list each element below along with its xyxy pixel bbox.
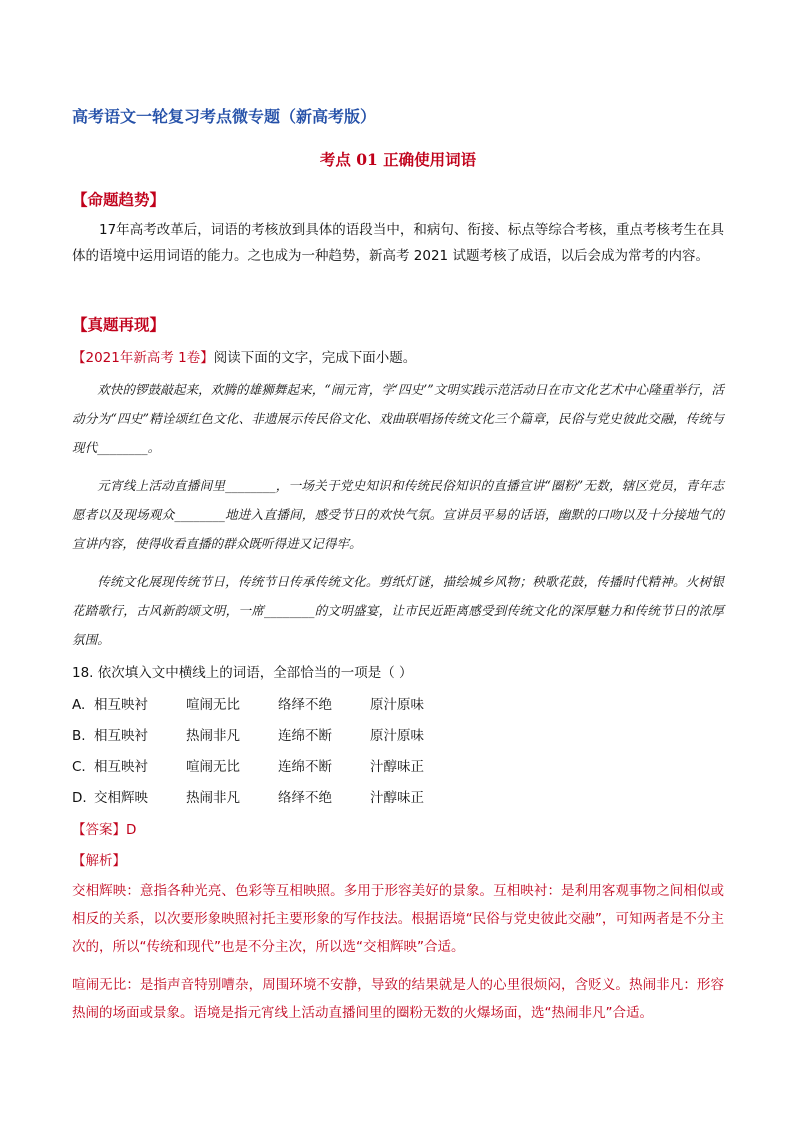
option-word: 原汁原味 <box>370 728 424 744</box>
trend-text: 17年高考改革后，词语的考核放到具体的语段当中，和病句、衔接、标点等综合考核，重点考核考生在具体的语境中运用词语的能力。之也成为一种趋势，新高考 2021 试题考核了成语，以后会成为常考的内容。 <box>72 222 724 264</box>
exam-instruction: 阅读下面的文字，完成下面小题。 <box>213 350 417 366</box>
option-b <box>72 724 450 744</box>
passage-paragraph-2: 元宵线上活动直播间里________，一场关于党史知识和传统民俗知识的直播宣讲“圈粉”无数，辖区党员，青年志愿者以及现场观众________地进入直播间，感受节日的欢快气氛。宣讲员平易的话语，幽默的口吻以及十分接地气的宣讲内容，使得收看直播的群众既听得进又记得牢。 <box>72 478 724 551</box>
option-word: 相互映衬 <box>94 759 148 775</box>
option-word: 喧闹无比 <box>186 697 240 713</box>
exam-intro <box>72 345 724 371</box>
answer-label: 【答案】 <box>72 822 126 838</box>
analysis-paragraph-2: 喧闹无比：是指声音特别嘈杂，周围环境不安静，导致的结果就是人的心里很烦闷，含贬义。热闹非凡：形容热闹的场面或景象。语境是指元宵线上活动直播间里的圈粉无数的火爆场面，选“热闹非凡”合适。 <box>72 977 724 1021</box>
option-d <box>72 786 450 806</box>
answer-line <box>72 818 136 838</box>
option-letter: C. <box>72 759 86 775</box>
option-word: 连绵不断 <box>278 759 332 775</box>
answer-value: D <box>126 822 137 838</box>
analysis-label: 【解析】 <box>72 853 126 869</box>
option-c <box>72 755 450 775</box>
option-word: 相互映衬 <box>94 728 148 744</box>
option-word: 交相辉映 <box>94 790 148 806</box>
option-a <box>72 693 450 713</box>
series-title: 高考语文一轮复习考点微专题（新高考版） <box>72 107 377 126</box>
option-letter: A. <box>72 697 86 713</box>
exam-source: 【2021年新高考 1卷】 <box>72 350 214 366</box>
option-word: 相互映衬 <box>94 697 148 713</box>
option-word: 喧闹无比 <box>186 759 240 775</box>
option-word: 热闹非凡 <box>186 728 240 744</box>
question-text: 18. 依次填入文中横线上的词语，全部恰当的一项是（ ） <box>72 665 413 681</box>
option-letter: D. <box>72 790 87 806</box>
analysis-paragraph-1: 交相辉映：意指各种光亮、色彩等互相映照。多用于形容美好的景象。互相映衬：是利用客观事物之间相似或相反的关系，以次要形象映照衬托主要形象的写作技法。根据语境“民俗与党史彼此交融”，可知两者是不分主次的，所以“传统和现代”也是不分主次，所以选“交相辉映”合适。 <box>72 883 724 955</box>
option-word: 汁醇味正 <box>370 759 424 775</box>
trend-heading: 【命题趋势】 <box>72 190 166 209</box>
exam-heading: 【真题再现】 <box>72 315 166 334</box>
option-word: 连绵不断 <box>278 728 332 744</box>
option-word: 络绎不绝 <box>278 790 332 806</box>
option-word: 热闹非凡 <box>186 790 240 806</box>
point-title: 考点 01 正确使用词语 <box>319 150 477 169</box>
option-word: 络绎不绝 <box>278 697 332 713</box>
passage-paragraph-3: 传统文化展现传统节日，传统节日传承传统文化。剪纸灯谜，描绘城乡风物；秧歌花鼓，传播时代精神。火树银花踏歌行，古风新韵颂文明，一席________的文明盛宴，让市民近距离感受到传统文化的深厚魅力和传统节日的浓厚氛围。 <box>72 574 724 647</box>
option-letter: B. <box>72 728 86 744</box>
passage-paragraph-1: 欢快的锣鼓敲起来，欢腾的雄狮舞起来，“闹元宵，学‘四史’”文明实践示范活动日在市文化艺术中心隆重举行，活动分为“四史”精诠颂红色文化、非遗展示传民俗文化、戏曲联唱扬传统文化三个篇章，民俗与党史彼此交融，传统与现代________。 <box>72 382 724 455</box>
option-word: 汁醇味正 <box>370 790 424 806</box>
option-word: 原汁原味 <box>370 697 424 713</box>
